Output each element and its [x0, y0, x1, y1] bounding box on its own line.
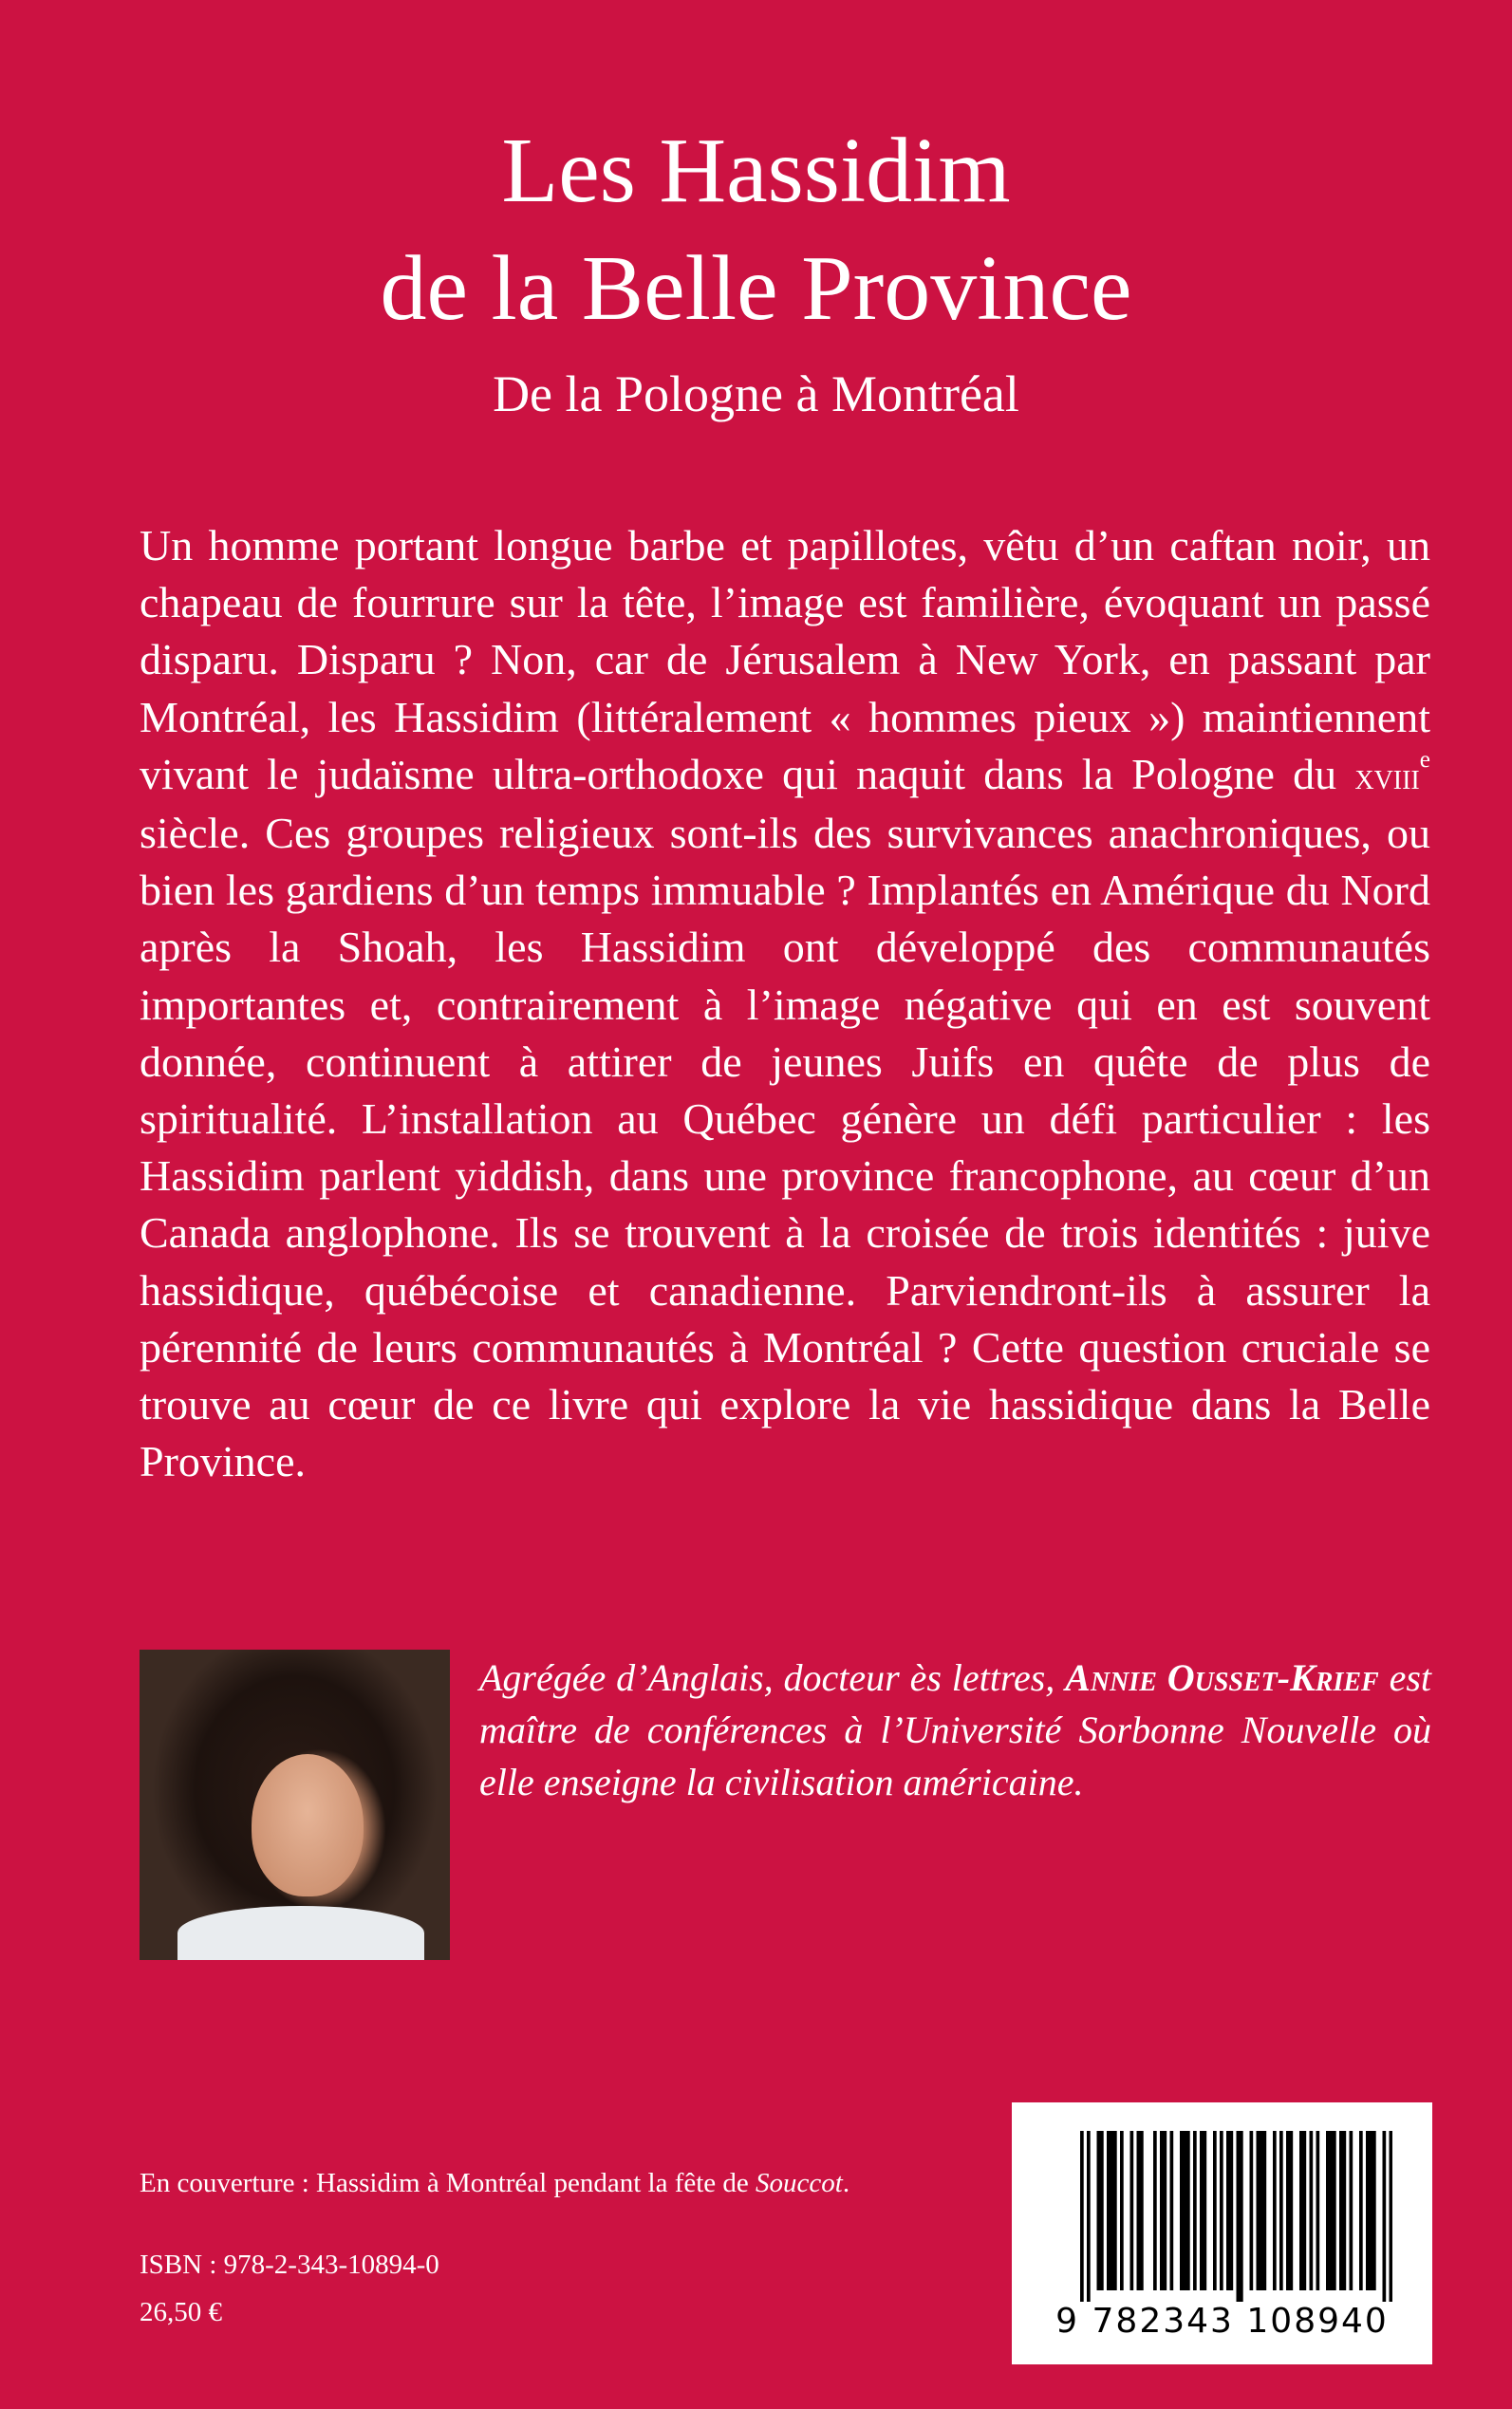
book-subtitle: De la Pologne à Montréal: [493, 365, 1019, 422]
barcode-bar: [1153, 2131, 1157, 2290]
barcode-bar: [1290, 2131, 1294, 2290]
barcode-bar: [1350, 2131, 1353, 2290]
barcode-bar: [1184, 2131, 1187, 2290]
barcode-bar: [1257, 2131, 1260, 2290]
cover-credit-text: En couverture : Hassidim à Montréal pendant la fête de: [140, 2168, 756, 2198]
blurb-century: xviii: [1354, 755, 1420, 797]
barcode-bar: [1240, 2131, 1243, 2302]
barcode-bar: [1263, 2131, 1267, 2290]
barcode-bar: [1260, 2131, 1263, 2290]
author-name: Annie Ousset-Krief: [1065, 1656, 1379, 1699]
barcode-bar: [1120, 2131, 1124, 2290]
author-bio: [479, 1652, 1431, 1808]
barcode-bar: [1193, 2131, 1197, 2290]
barcode-bars: [1080, 2131, 1392, 2302]
barcode-bar: [1226, 2131, 1230, 2290]
barcode-bar: [1180, 2131, 1184, 2290]
barcode-bar: [1366, 2131, 1370, 2290]
author-face: [252, 1754, 364, 1896]
barcode-bar: [1160, 2131, 1164, 2290]
bio-after: est maître de conférences à l’Université Sorbonne Nouvelle où elle enseigne la civilisation américaine.: [479, 1656, 1432, 1803]
barcode: [1012, 2102, 1432, 2364]
barcode-bar: [1213, 2131, 1217, 2290]
barcode-bar: [1299, 2131, 1303, 2290]
barcode-bar: [1383, 2131, 1387, 2302]
barcode-bar: [1170, 2131, 1174, 2290]
barcode-bar: [1186, 2131, 1190, 2290]
barcode-bar: [1326, 2131, 1330, 2290]
barcode-bar: [1097, 2131, 1101, 2290]
blurb-century-sup: e: [1419, 746, 1430, 774]
barcode-bar: [1100, 2131, 1104, 2290]
barcode-bar: [1316, 2131, 1320, 2290]
barcode-bar: [1220, 2131, 1223, 2290]
barcode-bar: [1333, 2131, 1336, 2290]
barcode-bar: [1330, 2131, 1334, 2290]
barcode-bar: [1237, 2131, 1241, 2302]
barcode-digits: 9 782343 108940: [1055, 2302, 1389, 2341]
barcode-bar: [1137, 2131, 1141, 2290]
author-shirt: [177, 1906, 424, 1960]
barcode-bar: [1250, 2131, 1254, 2290]
barcode-bar: [1310, 2131, 1314, 2290]
barcode-bar: [1359, 2131, 1363, 2290]
barcode-bar: [1390, 2131, 1393, 2302]
barcode-bar: [1279, 2131, 1283, 2290]
blurb-part-1: Un homme portant longue barbe et papillotes, vêtu d’un caftan noir, un chapeau de fourrure sur la tête, l’image est familière, évoquant un passé disparu. Disparu ? Non, car de Jérusalem à New York, en passant par Montréal, les Hassidim (littéralement « hommes pieux ») maintiennent vivant le judaïsme ultra-orthodoxe qui naquit dans la Pologne du: [140, 521, 1430, 798]
title-line-2: de la Belle Province: [380, 237, 1132, 340]
bio-before: Agrégée d’Anglais, docteur ès lettres,: [479, 1656, 1066, 1699]
title-line-1: Les Hassidim: [501, 120, 1011, 222]
cover-credit: [140, 2166, 849, 2200]
barcode-bar: [1130, 2131, 1134, 2290]
barcode-bar: [1370, 2131, 1373, 2290]
barcode-bar: [1339, 2131, 1343, 2290]
barcode-bar: [1273, 2131, 1277, 2290]
barcode-bar: [1111, 2131, 1114, 2290]
barcode-bar: [1113, 2131, 1117, 2290]
barcode-bar: [1087, 2131, 1091, 2302]
barcode-bar: [1204, 2131, 1207, 2290]
barcode-bar: [1164, 2131, 1167, 2290]
cover-credit-end: .: [842, 2168, 850, 2198]
barcode-bar: [1372, 2131, 1376, 2290]
barcode-bar: [1080, 2131, 1084, 2302]
barcode-bar: [1303, 2131, 1307, 2290]
isbn: ISBN : 978-2-343-10894-0: [140, 2250, 439, 2280]
book-title: [0, 112, 1512, 347]
cover-credit-italic: Souccot: [756, 2168, 843, 2198]
blurb-part-2: siècle. Ces groupes religieux sont-ils des survivances anachroniques, ou bien les gardiens d’un temps immuable ? Implantés en Amérique du Nord après la Shoah, les Hassidim ont développé des communautés importantes et, contrairement à l’image négative qui en est souvent donnée, continuent à attirer de jeunes Juifs en quête de plus de spiritualité. L’installation au Québec génère un défi particulier : les Hassidim parlent yiddish, dans une province francophone, au cœur d’un Canada anglophone. Ils se trouvent à la croisée de trois identités : juive hassidique, québécoise et canadienne. Parviendront-ils à assurer la pérennité de leurs communautés à Montréal ? Cette question cruciale se trouve au cœur de ce livre qui explore la vie hassidique dans la Belle Province.: [140, 809, 1430, 1486]
barcode-bar: [1343, 2131, 1347, 2290]
barcode-bar: [1230, 2131, 1234, 2290]
back-cover-blurb: [140, 517, 1430, 1490]
price: 26,50 €: [140, 2297, 222, 2327]
author-photo: [140, 1650, 450, 1960]
barcode-bar: [1200, 2131, 1204, 2290]
barcode-bar: [1140, 2131, 1144, 2290]
barcode-bar: [1107, 2131, 1111, 2290]
barcode-bar: [1286, 2131, 1290, 2290]
